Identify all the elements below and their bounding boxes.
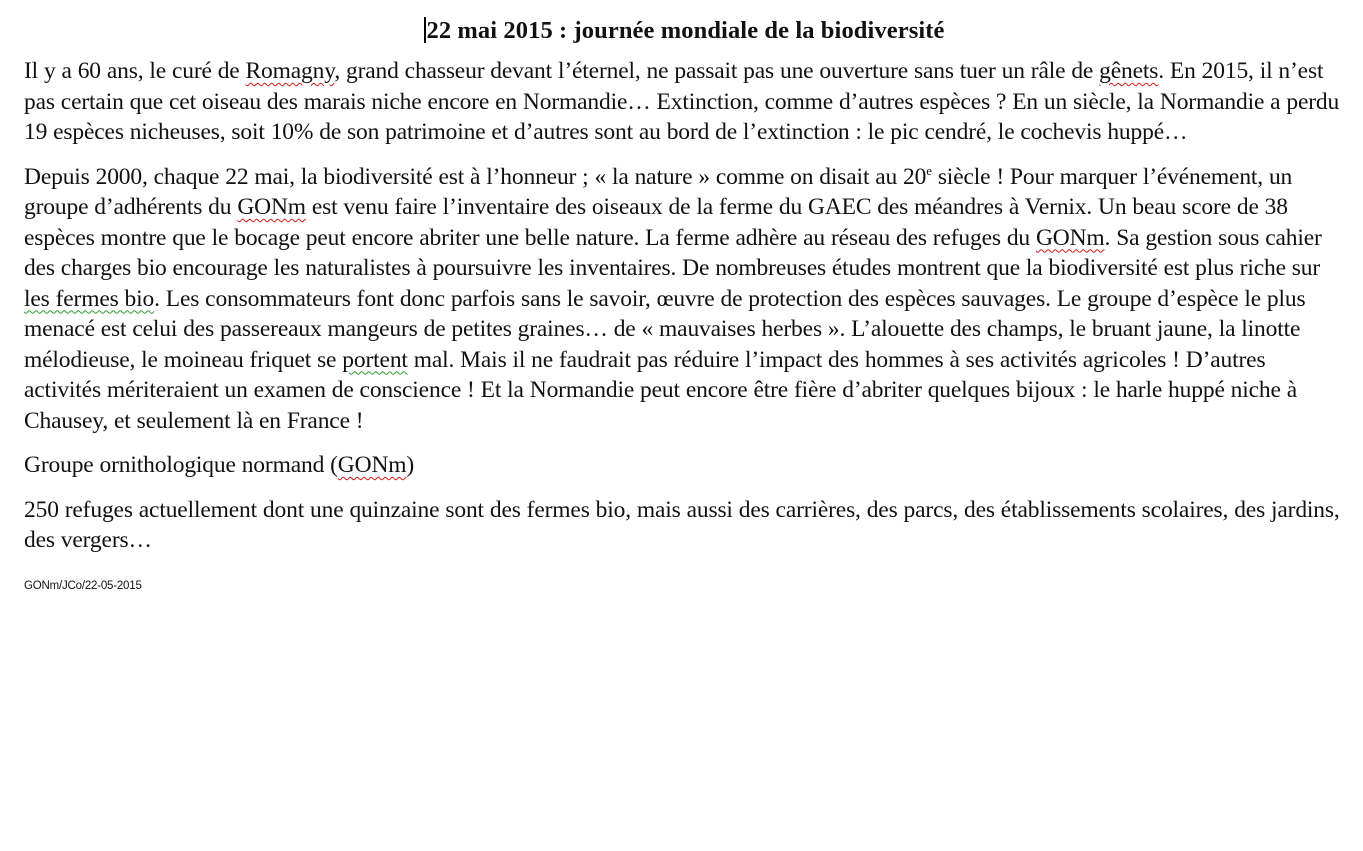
paragraph-3-text-1: Groupe ornithologique normand ( <box>24 452 338 478</box>
document-page[interactable] <box>24 14 1344 594</box>
paragraph-2-text-4: . Sa gestion sous cahier des charges bio encourage les naturalistes à poursuivre les inventaires. De nombreuses études montrent que la biodiversité est plus riche sur <box>24 224 1322 281</box>
spelling-error-genets[interactable]: gênets <box>1099 58 1159 84</box>
document-title <box>24 14 1344 48</box>
grammar-error-fermes-bio[interactable]: les fermes bio <box>24 285 155 312</box>
ordinal-superscript: e <box>926 162 932 178</box>
paragraph-2-text-5: . Les consommateurs font donc parfois sans le savoir, œuvre de protection des espèces sauvages. Le groupe d’espèce le plus menacé est celui des passereaux mangeurs de petites graines… de « mauvaises herbes ». L’alouette des champs, le bruant jaune, la linotte mélodieuse, le moineau friquet se <box>24 285 1306 373</box>
paragraph-2-text-1: Depuis 2000, chaque 22 mai, la biodiversité est à l’honneur ; « la nature » comme on disait au 20 <box>24 163 927 190</box>
spelling-error-romagny[interactable]: Romagny <box>245 58 335 84</box>
text-cursor <box>424 17 426 43</box>
paragraph-1-text-3: . En 2015, il n’est pas certain que cet oiseau des marais niche encore en Normandie… Extinction, comme d’autres espèces ? En un siècle, la Normandie a perdu 19 espèces nicheuses, soit 10% de son patrimoine et d’autres sont au bord de l’extinction : le pic cendré, le cochevis huppé… <box>24 58 1340 145</box>
spelling-error-gonm[interactable]: GONm <box>1035 224 1105 251</box>
paragraph-2 <box>24 162 1344 437</box>
paragraph-3 <box>24 450 1344 481</box>
paragraph-1-text-1: Il y a 60 ans, le curé de <box>24 58 246 84</box>
document-footer-reference: GONm/JCo/22-05-2015 <box>24 579 142 592</box>
grammar-error-portent[interactable]: portent <box>342 346 408 373</box>
paragraph-2-text-2: siècle ! Pour marquer l’événement, un groupe d’adhérents du <box>24 163 1293 220</box>
paragraph-2-text-6: mal. Mais il ne faudrait pas réduire l’impact des hommes à ses activités agricoles ! D’autres activités mériteraient un examen de conscience ! Et la Normandie peut encore être fière d’abriter quelques bijoux : le harle huppé niche à Chausey, et seulement là en France ! <box>24 346 1298 434</box>
spelling-error-gonm[interactable]: GONm <box>237 194 306 220</box>
spelling-error-gonm[interactable]: GONm <box>337 452 407 478</box>
document-title-text: 22 mai 2015 : journée mondiale de la biodiversité <box>426 17 945 44</box>
paragraph-3-text-2: ) <box>406 452 415 478</box>
paragraph-4: 250 refuges actuellement dont une quinzaine sont des fermes bio, mais aussi des carrières, des parcs, des établissements scolaires, des jardins, des vergers… <box>24 496 1340 553</box>
paragraph-2-text-3: est venu faire l’inventaire des oiseaux de la ferme du GAEC des méandres à Vernix. Un beau score de 38 espèces montre que le bocage peut encore abriter une belle nature. La ferme adhère au réseau des refuges du <box>24 194 1288 251</box>
paragraph-1 <box>24 56 1344 148</box>
paragraph-1-text-2: , grand chasseur devant l’éternel, ne passait pas une ouverture sans tuer un râle de <box>334 58 1100 84</box>
